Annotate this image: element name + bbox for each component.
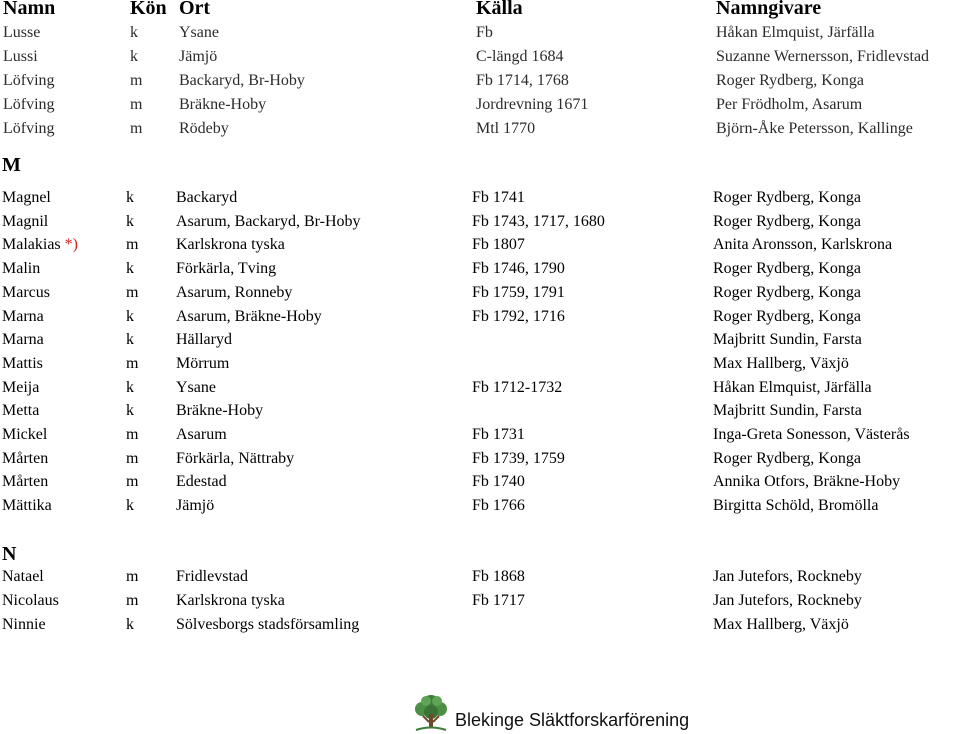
cell-name: Natael [2,568,44,585]
cell-name: Marna [2,307,44,325]
cell-contributor: Annika Otfors, Bräkne-Hoby [713,473,901,491]
cell-contributor: Birgitta Schöld, Bromölla [713,497,879,515]
cell-place: Karlskrona tyska [176,592,285,609]
cell-contributor: Majbritt Sundin, Farsta [713,402,862,420]
header-contributor: Namngivare [716,0,822,19]
cell-sex: k [126,212,134,230]
cell-contributor: Björn-Åke Petersson, Kallinge [716,120,913,137]
footnote-mark: *) [64,236,78,254]
cell-contributor: Max Hallberg, Växjö [713,354,849,372]
cell-sex: m [126,426,139,443]
table-row [0,96,959,120]
cell-contributor: Håkan Elmquist, Järfälla [713,378,872,396]
table-row [0,24,959,48]
cell-place: Förkärla, Tving [176,260,277,278]
cell-contributor: Per Frödholm, Asarum [716,96,863,113]
cell-contributor: Majbritt Sundin, Farsta [713,331,862,349]
cell-name: Malin [2,260,41,278]
cell-place: Asarum, Ronneby [176,283,293,301]
cell-contributor: Max Hallberg, Växjö [713,616,849,633]
cell-sex: k [126,616,134,633]
cell-place: Hällaryd [176,331,232,349]
cell-name: Löfving [3,96,55,113]
cell-place: Ysane [179,24,219,41]
table-row [0,120,959,144]
cell-source: Fb 1746, 1790 [472,260,565,278]
cell-contributor: Jan Jutefors, Rockneby [713,592,862,609]
cell-sex: k [126,307,134,325]
cell-contributor: Roger Rydberg, Konga [713,260,861,278]
cell-place: Asarum [176,426,227,443]
tree-logo-icon [410,692,452,732]
table-row [0,473,959,497]
table-row [0,426,959,450]
cell-contributor: Håkan Elmquist, Järfälla [716,24,875,41]
cell-sex: k [126,378,134,396]
table-row [0,48,959,72]
cell-contributor: Inga-Greta Sonesson, Västerås [713,426,910,443]
cell-place: Fridlevstad [176,568,248,585]
cell-contributor: Jan Jutefors, Rockneby [713,568,862,585]
cell-name: Ninnie [2,616,46,633]
cell-source: Fb 1743, 1717, 1680 [472,212,605,230]
cell-source: Fb 1792, 1716 [472,307,565,325]
cell-name: Nicolaus [2,592,59,609]
cell-sex: k [130,48,138,65]
table-row [0,260,959,284]
cell-source: C-längd 1684 [476,48,564,65]
cell-source: Fb [476,24,493,41]
cell-name: Lussi [3,48,38,65]
cell-source: Fb 1712-1732 [472,378,563,396]
cell-contributor: Roger Rydberg, Konga [713,212,861,230]
section-heading-n: N [2,543,17,565]
cell-source: Fb 1740 [472,473,525,491]
cell-place: Jämjö [176,497,215,515]
cell-contributor: Roger Rydberg, Konga [713,307,861,325]
cell-name: Mättika [2,497,52,515]
cell-place: Rödeby [179,120,229,137]
table-row [0,497,959,521]
cell-source: Fb 1868 [472,568,525,585]
table-row [0,450,959,474]
cell-source: Jordrevning 1671 [476,96,589,113]
cell-sex: m [126,568,139,585]
cell-name: Löfving [3,120,55,137]
cell-source: Fb 1739, 1759 [472,449,565,467]
footer-org-name: Blekinge Släktforskarförening [455,710,690,730]
cell-contributor: Roger Rydberg, Konga [716,72,864,89]
cell-place: Mörrum [176,354,230,372]
cell-source: Fb 1717 [472,592,525,609]
cell-source: Fb 1766 [472,497,525,515]
cell-sex: m [130,72,143,89]
cell-sex: m [126,449,139,467]
cell-contributor: Anita Aronsson, Karlskrona [713,236,893,254]
cell-place: Karlskrona tyska [176,236,285,254]
cell-source: Fb 1741 [472,189,525,206]
table-row [0,308,959,332]
table-row [0,331,959,355]
cell-source: Fb 1759, 1791 [472,283,565,301]
cell-sex: m [126,236,139,254]
cell-name: Meija [2,378,40,396]
cell-sex: k [126,260,134,278]
cell-place: Sölvesborgs stadsförsamling [176,616,360,633]
cell-place: Bräkne-Hoby [176,402,264,420]
cell-name: Metta [2,402,40,420]
cell-source: Fb 1731 [472,426,525,443]
table-header [0,0,959,23]
cell-name: Marcus [2,283,50,301]
cell-sex: k [130,24,138,41]
cell-name: Mickel [2,426,48,443]
cell-sex: m [126,473,139,491]
header-place: Ort [179,0,211,19]
cell-name: Lusse [3,24,41,41]
cell-source: Fb 1714, 1768 [476,72,569,89]
header-name: Namn [3,0,56,19]
table-row [0,213,959,237]
header-sex: Kön [130,0,167,19]
cell-sex: k [126,331,134,349]
cell-name: Magnil [2,212,49,230]
cell-name-text: Malakias [2,236,61,254]
cell-name [2,236,78,254]
table-row [0,616,959,640]
cell-place: Asarum, Bräkne-Hoby [176,307,322,325]
cell-contributor: Roger Rydberg, Konga [713,283,861,301]
cell-source: Fb 1807 [472,236,525,254]
table-row [0,402,959,426]
header-source: Källa [476,0,523,19]
table-row [0,236,959,260]
table-row [0,568,959,592]
cell-sex: m [130,96,143,113]
cell-contributor: Suzanne Wernersson, Fridlevstad [716,48,930,65]
cell-place: Asarum, Backaryd, Br-Hoby [176,212,361,230]
page-footer [410,692,740,732]
table-row [0,379,959,403]
cell-source: Mtl 1770 [476,120,536,137]
cell-name: Magnel [2,189,51,206]
table-row [0,592,959,616]
cell-contributor: Roger Rydberg, Konga [713,189,861,206]
cell-sex: k [126,497,134,515]
cell-name: Löfving [3,72,55,89]
cell-place: Ysane [176,378,216,396]
table-row [0,189,959,213]
cell-name: Mattis [2,354,43,372]
cell-name: Mårten [2,473,49,491]
cell-sex: m [130,120,143,137]
section-heading-m: M [2,154,21,176]
cell-sex: m [126,592,139,609]
cell-name: Marna [2,331,44,349]
cell-name: Mårten [2,449,49,467]
cell-sex: k [126,402,134,420]
cell-place: Edestad [176,473,227,491]
cell-place: Bräkne-Hoby [179,96,267,113]
cell-contributor: Roger Rydberg, Konga [713,449,861,467]
cell-place: Backaryd [176,189,238,206]
cell-place: Jämjö [179,48,218,65]
cell-sex: m [126,283,139,301]
cell-place: Backaryd, Br-Hoby [179,72,305,89]
table-row [0,284,959,308]
cell-sex: k [126,189,134,206]
table-row [0,355,959,379]
cell-sex: m [126,354,139,372]
cell-place: Förkärla, Nättraby [176,449,295,467]
table-row [0,72,959,96]
